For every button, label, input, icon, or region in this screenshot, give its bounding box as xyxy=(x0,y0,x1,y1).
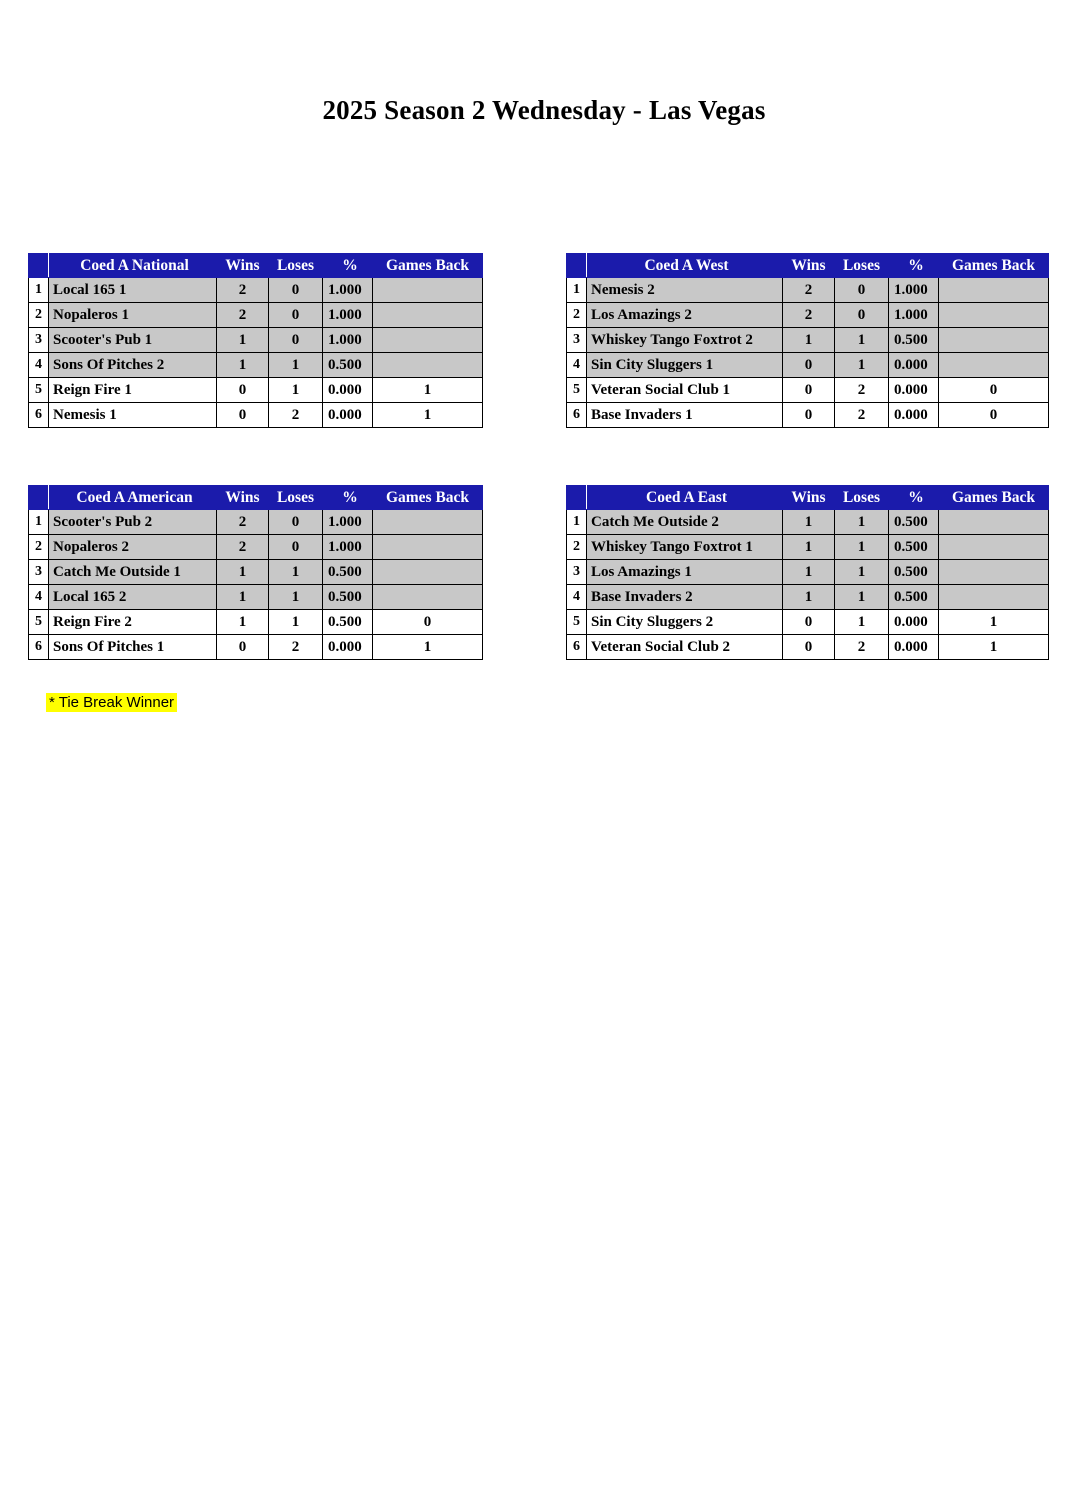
table-row xyxy=(567,353,1049,378)
rank-column-header xyxy=(567,254,587,278)
row-team: Whiskey Tango Foxtrot 1 xyxy=(587,535,783,560)
row-wins: 0 xyxy=(217,378,269,403)
row-rank: 3 xyxy=(567,328,587,353)
table-row xyxy=(29,328,483,353)
row-games-back xyxy=(373,535,483,560)
games-back-column-header: Games Back xyxy=(373,486,483,510)
row-games-back: 1 xyxy=(373,403,483,428)
row-pct: 1.000 xyxy=(889,303,939,328)
table-row xyxy=(29,635,483,660)
row-rank: 2 xyxy=(567,535,587,560)
row-pct: 0.500 xyxy=(889,328,939,353)
row-pct: 0.000 xyxy=(323,403,373,428)
table-header-row xyxy=(29,486,483,510)
row-wins: 0 xyxy=(217,403,269,428)
row-team: Nopaleros 2 xyxy=(49,535,217,560)
row-wins: 1 xyxy=(783,535,835,560)
wins-column-header: Wins xyxy=(217,254,269,278)
row-team: Catch Me Outside 2 xyxy=(587,510,783,535)
row-team: Local 165 1 xyxy=(49,278,217,303)
table-row xyxy=(29,378,483,403)
games-back-column-header: Games Back xyxy=(373,254,483,278)
row-loses: 2 xyxy=(835,403,889,428)
row-team: Nemesis 2 xyxy=(587,278,783,303)
row-loses: 1 xyxy=(835,328,889,353)
row-team: Sin City Sluggers 2 xyxy=(587,610,783,635)
row-wins: 2 xyxy=(217,303,269,328)
row-loses: 0 xyxy=(269,303,323,328)
row-rank: 1 xyxy=(29,278,49,303)
loses-column-header: Loses xyxy=(835,254,889,278)
tie-break-legend: * Tie Break Winner xyxy=(46,693,177,712)
row-rank: 4 xyxy=(567,585,587,610)
table-row xyxy=(29,353,483,378)
row-loses: 1 xyxy=(269,585,323,610)
pct-column-header: % xyxy=(889,486,939,510)
row-rank: 4 xyxy=(567,353,587,378)
row-loses: 1 xyxy=(835,585,889,610)
table-row xyxy=(567,403,1049,428)
row-games-back xyxy=(373,560,483,585)
row-games-back xyxy=(939,560,1049,585)
row-loses: 1 xyxy=(835,510,889,535)
row-games-back: 1 xyxy=(373,378,483,403)
row-games-back xyxy=(939,303,1049,328)
table-row xyxy=(29,403,483,428)
row-rank: 5 xyxy=(29,378,49,403)
row-pct: 0.500 xyxy=(889,510,939,535)
table-row xyxy=(567,510,1049,535)
row-pct: 0.000 xyxy=(323,635,373,660)
row-wins: 2 xyxy=(783,278,835,303)
row-games-back: 0 xyxy=(939,378,1049,403)
row-rank: 3 xyxy=(29,560,49,585)
row-wins: 1 xyxy=(217,610,269,635)
row-loses: 0 xyxy=(269,328,323,353)
table-row xyxy=(567,610,1049,635)
row-wins: 1 xyxy=(783,560,835,585)
row-wins: 0 xyxy=(783,610,835,635)
rank-column-header xyxy=(29,254,49,278)
row-loses: 0 xyxy=(269,535,323,560)
row-team: Base Invaders 2 xyxy=(587,585,783,610)
row-team: Base Invaders 1 xyxy=(587,403,783,428)
row-rank: 3 xyxy=(567,560,587,585)
table-row xyxy=(29,510,483,535)
table-row xyxy=(29,535,483,560)
table-row xyxy=(567,560,1049,585)
row-pct: 0.000 xyxy=(889,353,939,378)
row-games-back: 0 xyxy=(939,403,1049,428)
division-name-header: Coed A East xyxy=(587,486,783,510)
row-wins: 1 xyxy=(217,560,269,585)
row-team: Los Amazings 1 xyxy=(587,560,783,585)
table-header-row xyxy=(29,254,483,278)
pct-column-header: % xyxy=(889,254,939,278)
row-pct: 1.000 xyxy=(323,303,373,328)
row-games-back xyxy=(373,328,483,353)
row-pct: 1.000 xyxy=(323,278,373,303)
pct-column-header: % xyxy=(323,486,373,510)
row-loses: 1 xyxy=(269,560,323,585)
row-pct: 0.500 xyxy=(323,585,373,610)
row-rank: 6 xyxy=(567,403,587,428)
table-row xyxy=(567,328,1049,353)
row-pct: 0.500 xyxy=(889,535,939,560)
row-games-back xyxy=(939,535,1049,560)
row-loses: 1 xyxy=(835,560,889,585)
row-games-back xyxy=(373,585,483,610)
row-rank: 5 xyxy=(567,378,587,403)
table-row xyxy=(29,303,483,328)
row-team: Sons Of Pitches 2 xyxy=(49,353,217,378)
row-rank: 6 xyxy=(29,635,49,660)
row-wins: 2 xyxy=(217,535,269,560)
row-team: Sons Of Pitches 1 xyxy=(49,635,217,660)
row-pct: 0.000 xyxy=(889,403,939,428)
row-wins: 1 xyxy=(217,353,269,378)
row-wins: 0 xyxy=(783,353,835,378)
games-back-column-header: Games Back xyxy=(939,254,1049,278)
row-rank: 4 xyxy=(29,353,49,378)
row-rank: 6 xyxy=(567,635,587,660)
wins-column-header: Wins xyxy=(783,486,835,510)
standings-table-coed-a-west xyxy=(566,253,1049,428)
row-pct: 0.500 xyxy=(889,585,939,610)
row-rank: 1 xyxy=(29,510,49,535)
row-loses: 1 xyxy=(835,535,889,560)
row-pct: 0.000 xyxy=(889,378,939,403)
wins-column-header: Wins xyxy=(217,486,269,510)
row-pct: 0.500 xyxy=(323,610,373,635)
row-rank: 5 xyxy=(567,610,587,635)
row-wins: 0 xyxy=(783,403,835,428)
row-wins: 2 xyxy=(217,510,269,535)
row-loses: 0 xyxy=(835,278,889,303)
table-row xyxy=(567,585,1049,610)
row-games-back: 0 xyxy=(373,610,483,635)
table-row xyxy=(567,635,1049,660)
row-games-back xyxy=(373,303,483,328)
row-loses: 1 xyxy=(269,378,323,403)
row-games-back xyxy=(373,278,483,303)
table-row xyxy=(29,610,483,635)
row-games-back xyxy=(939,585,1049,610)
page-title: 2025 Season 2 Wednesday - Las Vegas xyxy=(322,95,766,125)
row-wins: 1 xyxy=(217,585,269,610)
table-header-row xyxy=(567,254,1049,278)
row-loses: 1 xyxy=(269,353,323,378)
row-team: Local 165 2 xyxy=(49,585,217,610)
row-team: Whiskey Tango Foxtrot 2 xyxy=(587,328,783,353)
row-games-back: 1 xyxy=(939,610,1049,635)
row-rank: 2 xyxy=(29,303,49,328)
row-team: Catch Me Outside 1 xyxy=(49,560,217,585)
loses-column-header: Loses xyxy=(835,486,889,510)
row-team: Los Amazings 2 xyxy=(587,303,783,328)
row-loses: 1 xyxy=(835,353,889,378)
row-pct: 1.000 xyxy=(323,510,373,535)
row-team: Sin City Sluggers 1 xyxy=(587,353,783,378)
row-pct: 1.000 xyxy=(323,535,373,560)
row-rank: 1 xyxy=(567,510,587,535)
row-team: Scooter's Pub 2 xyxy=(49,510,217,535)
table-row xyxy=(567,378,1049,403)
table-header-row xyxy=(567,486,1049,510)
table-row xyxy=(29,278,483,303)
division-name-header: Coed A National xyxy=(49,254,217,278)
row-games-back xyxy=(939,510,1049,535)
row-loses: 1 xyxy=(269,610,323,635)
row-loses: 0 xyxy=(269,510,323,535)
row-pct: 1.000 xyxy=(323,328,373,353)
row-team: Nemesis 1 xyxy=(49,403,217,428)
standings-table-coed-a-east xyxy=(566,485,1049,660)
rank-column-header xyxy=(29,486,49,510)
standings-table-coed-a-american xyxy=(28,485,483,660)
loses-column-header: Loses xyxy=(269,486,323,510)
row-team: Reign Fire 2 xyxy=(49,610,217,635)
division-name-header: Coed A American xyxy=(49,486,217,510)
row-loses: 1 xyxy=(835,610,889,635)
row-wins: 0 xyxy=(217,635,269,660)
row-pct: 0.500 xyxy=(323,353,373,378)
row-wins: 0 xyxy=(783,635,835,660)
row-team: Reign Fire 1 xyxy=(49,378,217,403)
loses-column-header: Loses xyxy=(269,254,323,278)
row-loses: 0 xyxy=(269,278,323,303)
row-rank: 3 xyxy=(29,328,49,353)
row-games-back xyxy=(373,510,483,535)
row-wins: 2 xyxy=(217,278,269,303)
row-pct: 0.000 xyxy=(889,610,939,635)
row-rank: 2 xyxy=(29,535,49,560)
row-wins: 1 xyxy=(783,328,835,353)
table-row xyxy=(29,585,483,610)
row-wins: 2 xyxy=(783,303,835,328)
row-team: Scooter's Pub 1 xyxy=(49,328,217,353)
row-games-back xyxy=(373,353,483,378)
row-wins: 1 xyxy=(783,510,835,535)
row-pct: 1.000 xyxy=(889,278,939,303)
table-row xyxy=(567,535,1049,560)
rank-column-header xyxy=(567,486,587,510)
table-row xyxy=(567,278,1049,303)
row-loses: 2 xyxy=(835,635,889,660)
standings-table-coed-a-national xyxy=(28,253,483,428)
row-pct: 0.500 xyxy=(889,560,939,585)
table-row xyxy=(29,560,483,585)
pct-column-header: % xyxy=(323,254,373,278)
row-games-back: 1 xyxy=(373,635,483,660)
row-wins: 1 xyxy=(783,585,835,610)
row-rank: 6 xyxy=(29,403,49,428)
division-name-header: Coed A West xyxy=(587,254,783,278)
games-back-column-header: Games Back xyxy=(939,486,1049,510)
row-rank: 2 xyxy=(567,303,587,328)
row-pct: 0.000 xyxy=(889,635,939,660)
row-games-back: 1 xyxy=(939,635,1049,660)
row-loses: 2 xyxy=(269,403,323,428)
row-wins: 1 xyxy=(217,328,269,353)
row-team: Nopaleros 1 xyxy=(49,303,217,328)
row-games-back xyxy=(939,278,1049,303)
row-loses: 0 xyxy=(835,303,889,328)
row-games-back xyxy=(939,353,1049,378)
row-loses: 2 xyxy=(835,378,889,403)
row-pct: 0.500 xyxy=(323,560,373,585)
row-pct: 0.000 xyxy=(323,378,373,403)
row-loses: 2 xyxy=(269,635,323,660)
row-games-back xyxy=(939,328,1049,353)
row-team: Veteran Social Club 2 xyxy=(587,635,783,660)
row-rank: 5 xyxy=(29,610,49,635)
table-row xyxy=(567,303,1049,328)
row-wins: 0 xyxy=(783,378,835,403)
row-rank: 1 xyxy=(567,278,587,303)
wins-column-header: Wins xyxy=(783,254,835,278)
row-team: Veteran Social Club 1 xyxy=(587,378,783,403)
row-rank: 4 xyxy=(29,585,49,610)
